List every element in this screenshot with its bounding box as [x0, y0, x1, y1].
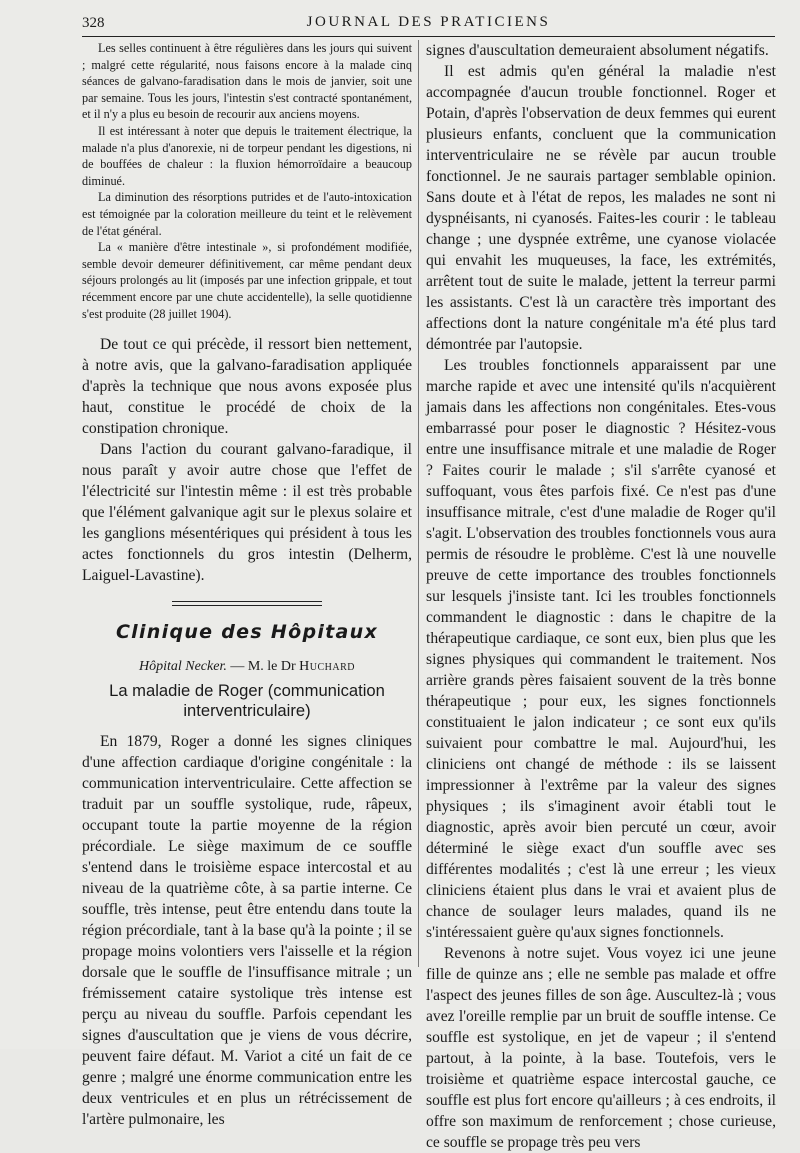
case-paragraph: La diminution des résorptions putrides et de l'auto-intoxication est témoignée par la coloration meilleure du teint et le relèvement de l'état général.: [82, 190, 412, 238]
conclusion-text: [82, 334, 412, 586]
section-title: Clinique des Hôpitaux: [115, 621, 379, 644]
journal-title: JOURNAL DES PRATICIENS: [306, 14, 551, 30]
case-paragraph: Il est intéressant à noter que depuis le traitement électrique, la malade n'a plus d'anorexie, ni de torpeur pendant les digestions, ni de bouffées de chaleur : la fluxion hémorroïdaire a beaucoup diminué.: [82, 123, 412, 188]
hospital-name: Hôpital Necker.: [138, 659, 227, 675]
body-paragraph: signes d'auscultation demeuraient absolument négatifs.: [426, 42, 769, 59]
case-paragraph: La « manière d'être intestinale », si profondément modifiée, semble devoir demeurer définitivement, car même pendant deux séjours prolongés au lit (imposés par une infection grippale, et tout récemment encore par une chute accidentelle), la selle quotidienne s'est produite (28 juillet 1904).: [82, 240, 412, 321]
article-title: La maladie de Roger (communication interventriculaire): [109, 681, 385, 721]
case-paragraph: Les selles continuent à être régulières dans les jours qui suivent ; malgré cette régularité, nous faisons encore à la malade cinq séances de galvano-faradisation dans le mois de janvier, soit une par semaine. Tous les jours, l'intestin s'est contracté spontanément, et il n'y a plus eu besoin de recourir aux anciens moyens.: [82, 41, 412, 122]
body-paragraph: Dans l'action du courant galvano-faradique, il nous paraît y avoir autre chose que l'effet de l'électricité sur l'intestin même : il est très probable que l'élément galvanique agit sur le plexus solaire et les ganglions mésentériques qui président à tous les actes fonctionnels du gros intestin (Delherm, Laiguel-Lavastine).: [82, 441, 412, 585]
case-notes: [82, 40, 412, 322]
body-paragraph: Les troubles fonctionnels apparaissent par une marche rapide et avec une intensité qu'ils n'acquièrent jamais dans les affections non congénitales. Etes-vous embarrassé pour poser le diagnostic ? Hésitez-vous entre une insuffisance mitrale et une maladie de Roger ? Faites courir le malade ; s'il s'arrête cyanosé et suffoquant, vous êtes parfois fixé. Ce n'est pas d'une insuffisance mitrale, c'est d'une maladie de Roger qu'il s'agit. L'observation des troubles fonctionnels vous aura permis de résoudre le problème. C'est là une nouvelle preuve de cette importance des troubles fonctionnels sur lesquels j'insiste tant. Ici les troubles fonctionnels commandent le diagnostic : dans le chapitre de la thérapeutique cardiaque, ce sont eux, bien plus que les signes physiques qui commandent le traitement. Nos arrière grands pères faisaient souvent de la très bonne thérapeutique ; pour eux, les signes fonctionnels constituaient le jalon indicateur ; ce sont eux qu'ils suivaient pour combattre le mal. Aujourd'hui, les cliniciens ont changé de méthode : ils se laissent impressionner à l'extrême par la valeur des signes physiques ; ils s'imaginent avoir établi tout le diagnostic, après avoir bien percuté un cœur, avoir déterminé le siège exact d'un souffle avec ses différentes modalités ; c'est là une erreur ; les vieux cliniciens étaient plus dans le vrai et avaient plus de chance de soulager leurs malades, quand ils ne s'intéressaient guère qu'aux signes fonctionnels.: [426, 357, 776, 941]
author-name: Huchard: [299, 659, 356, 675]
body-paragraph: De tout ce qui précède, il ressort bien nettement, à notre avis, que la galvano-faradisation appliquée d'après la technique que nous avons exposée plus haut, constitue le procédé de choix de la constipation chronique.: [82, 336, 412, 438]
article-text: [82, 731, 412, 1130]
body-paragraph: Revenons à notre sujet. Vous voyez ici une jeune fille de quinze ans ; elle ne semble pas malade et offre l'aspect des jeunes filles de son âge. Auscultez-là ; vous avez l'oreille remplie par un bruit de souffle intense. Ce souffle est systolique, en jet de vapeur ; il s'entend partout, à la pointe, à la base. Toutefois, vers le troisième et quatrième espace intercostal gauche, ce souffle est plus fort encore qu'ailleurs ; à ces endroits, il offre son maximum de renforcement ; chose curieuse, ce souffle se propage très peu vers: [426, 945, 776, 1151]
right-column: [426, 40, 776, 1153]
byline-prefix: — M. le Dr: [226, 659, 300, 675]
article-paragraph: En 1879, Roger a donné les signes cliniques d'une affection cardiaque d'origine congénitale : la communication interventriculaire. Cette affection se traduit par un souffle systolique, rude, râpeux, occupant toute la partie moyenne de la région précordiale. Le siège maximum de ce souffle s'entend dans le troisième espace intercostal et au niveau de la quatrième côte, à sa partie interne. Ce souffle, très intense, peut être entendu dans toute la région précordiale, tant à la base qu'à la pointe ; il se propage moins volontiers vers l'aisselle et la région dorsale que le souffle de l'insuffisance mitrale ; un frémissement cataire systolique très intense est perçu au niveau du souffle. Parfois cependant les signes d'auscultation que je viens de vous décrire, peuvent faire défaut. M. Variot a cité un fait de ce genre ; malgré une énorme communication entre les deux ventricules et en plus un rétrécissement de l'artère pulmonaire, les: [82, 733, 412, 1129]
page-header: [82, 10, 775, 37]
page-number: 328: [82, 15, 105, 31]
section-rule: [172, 601, 322, 609]
article-byline: [82, 659, 412, 675]
body-paragraph: Il est admis qu'en général la maladie n'est accompagnée d'aucun trouble fonctionnel. Roger et Potain, d'après l'observation de deux femmes qui eurent plusieurs enfants, concluent que la communication interventriculaire ne se révèle par aucun trouble fonctionnel. Je ne saurais partager semblable opinion. Sans doute et à l'état de repos, les malades ne sont ni dyspnéisants, ni cyanosés. Faites-les courir : le tableau change ; une dyspnée extrême, une cyanose violacée qui envahit les muqueuses, la face, les extrémités, arrêtent tout de suite le malade, jettent la terreur parmi les assistants. C'est là un caractère très important des affections dont la nature congénitale m'a été plus tard démontrée par l'autopsie.: [426, 63, 776, 353]
left-column: [82, 40, 412, 1130]
column-divider: [418, 40, 419, 967]
